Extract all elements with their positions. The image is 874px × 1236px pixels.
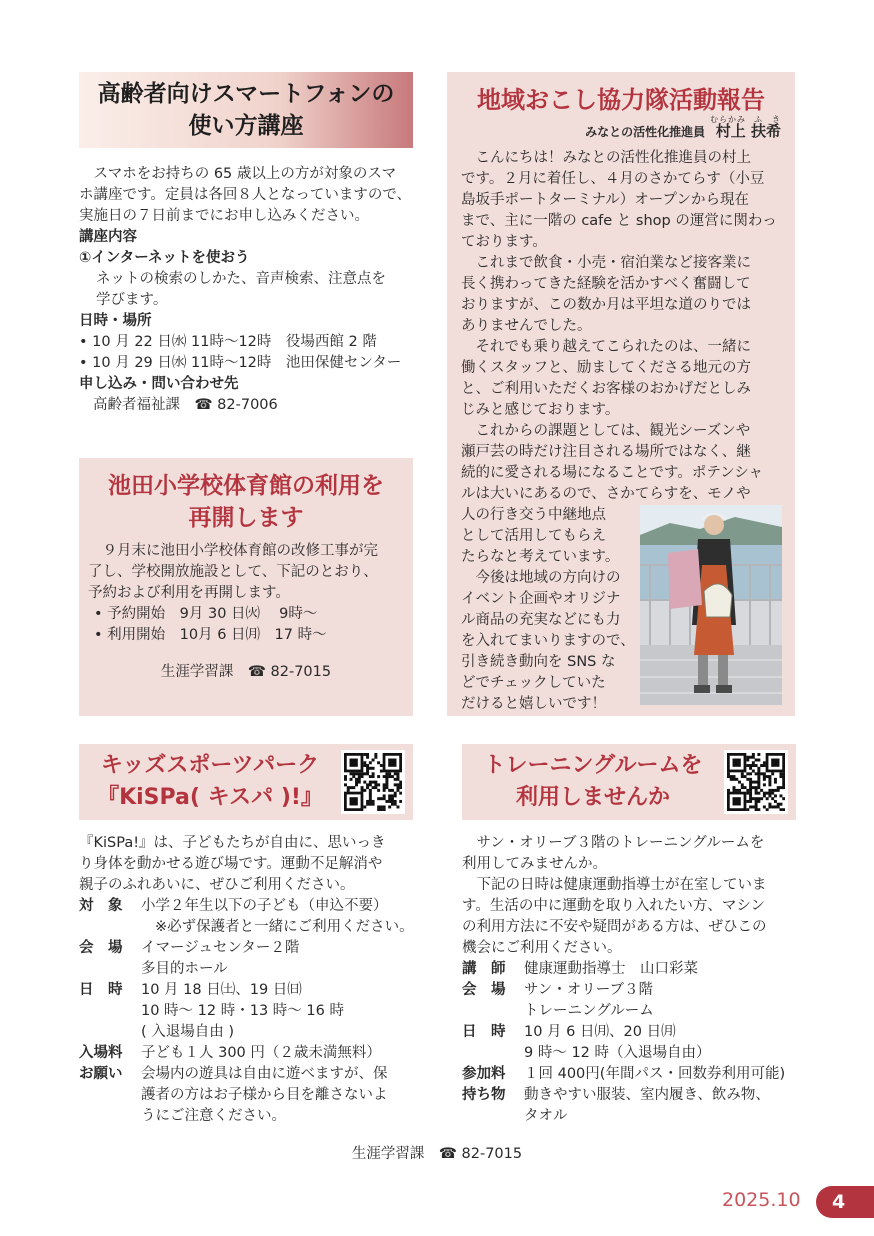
kids-info-row <box>79 896 419 938</box>
gym-item-1: • 予約開始 9月 30 日㈫ 9時〜 <box>94 606 318 622</box>
training-info-value: 健康運動指導士 山口彩菜 <box>524 961 698 977</box>
training-info-label: 日 時 <box>462 1024 506 1040</box>
kids-title-banner <box>79 744 413 820</box>
report-line-10: それでも乗り越えてこられたのは、一緒に <box>475 339 751 355</box>
kids-title-line2: 『KiSPa( キスパ )!』 <box>97 785 323 810</box>
byline-name: 村上 扶希 <box>715 122 781 140</box>
kids-qr-code[interactable] <box>341 750 405 814</box>
kids-info-value: ※必ず保護者と一緒にご利用ください。 <box>155 919 414 935</box>
kids-info-label: 入場料 <box>79 1045 123 1061</box>
training-section <box>462 833 802 1127</box>
kids-info-row <box>79 980 419 1043</box>
gym-title-line1: 池田小学校体育館の利用を <box>108 473 384 499</box>
course-date-1: • 10 月 22 日㈬ 11時〜12時 役場西館 2 階 <box>79 334 377 350</box>
date-place-label: 日時・場所 <box>79 313 152 329</box>
smartphone-section <box>79 164 419 416</box>
byline-ruby-2: ふ き <box>754 115 781 124</box>
report-narrow-line-7: を入れてまいりますので、 <box>461 633 635 649</box>
byline-ruby-1: むらかみ <box>710 115 746 124</box>
training-title-line2: 利用しませんか <box>515 785 670 810</box>
report-line-9: ありませんでした。 <box>461 318 592 334</box>
training-info-value: トレーニングルーム <box>524 1003 654 1019</box>
training-info-value: タオル <box>524 1108 568 1124</box>
kids-info-label: 日 時 <box>79 982 123 998</box>
smartphone-title-banner <box>79 72 413 148</box>
training-intro-5: の利用方法に不安や疑問がある方は、ぜひこの <box>462 919 767 935</box>
report-line-7: 長く携わってきた経験を活かすべく奮闘して <box>461 276 751 292</box>
training-intro-2: 利用してみませんか。 <box>462 856 607 872</box>
training-intro-3: 下記の日時は健康運動指導士が在室していま <box>476 877 767 893</box>
training-info-value: １回 400円(年間パス・回数券利用可能) <box>524 1066 786 1082</box>
gym-body-3: 予約および利用を再開します。 <box>88 585 290 601</box>
report-line-13: じみと感じております。 <box>461 402 620 418</box>
kids-info-value: 護者の方はお子様から目を離さないよ <box>141 1087 388 1103</box>
training-info-row <box>462 1085 802 1127</box>
report-line-14: これからの課題としては、観光シーズンや <box>475 423 751 439</box>
kids-intro-1: 『KiSPa!』は、子どもたちが自由に、思いっき <box>79 835 386 851</box>
kids-info-value: 10 時〜 12 時・13 時〜 16 時 <box>141 1003 344 1019</box>
report-line-12: と、ご利用いただくお客様のおかげだとしみ <box>461 381 751 397</box>
kids-section <box>79 833 419 1127</box>
report-narrow-line-1: 人の行き交う中継地点 <box>461 507 606 523</box>
report-narrow-line-3: たらなと考えています。 <box>461 549 620 565</box>
training-info-row <box>462 980 802 1022</box>
kids-info-value: イマージュセンター２階 <box>141 940 300 956</box>
kids-intro-3: 親子のふれあいに、ぜひご利用ください。 <box>79 877 355 893</box>
volunteer-photo <box>640 505 782 705</box>
report-narrow-line-6: ル商品の充実などにも力 <box>461 612 621 628</box>
training-info-label: 持ち物 <box>462 1087 506 1103</box>
course-content-label: 講座内容 <box>79 229 137 245</box>
report-line-8: おりますが、この数か月は平坦な道のりでは <box>461 297 751 313</box>
training-info-value: サン・オリーブ３階 <box>524 982 654 998</box>
page-date: 2025.10 <box>722 1189 801 1211</box>
training-title-line1: トレーニングルームを <box>483 753 703 778</box>
training-info-label: 講 師 <box>462 961 506 977</box>
course-date-2: • 10 月 29 日㈬ 11時〜12時 池田保健センター <box>79 355 402 371</box>
report-narrow-line-2: として活用してもらえ <box>461 528 606 544</box>
kids-info-value: 10 月 18 日㈯、19 日㈰ <box>141 982 302 998</box>
smartphone-intro-2: ホ講座です。定員は各回８人となっていますので、 <box>79 187 412 203</box>
gym-title-line2: 再開します <box>188 505 304 531</box>
training-info-row <box>462 1064 802 1085</box>
kids-info-value: 小学２年生以下の子ども（申込不要） <box>141 898 388 914</box>
report-line-2: です。２月に着任し、４月のさかてらす（小豆 <box>461 171 765 187</box>
kids-info-value: うにご注意ください。 <box>141 1108 286 1124</box>
report-title: 地域おこし協力隊活動報告 <box>477 86 765 114</box>
course-title: ①インターネットを使おう <box>79 250 250 266</box>
training-info-value: 9 時〜 12 時（入退場自由） <box>524 1045 711 1061</box>
kids-info-value: 会場内の遊具は自由に遊べますが、保 <box>141 1066 388 1082</box>
kids-intro-2: り身体を動かせる遊び場です。運動不足解消や <box>79 856 383 872</box>
report-narrow-line-9: どでチェックしていた <box>461 675 606 691</box>
kids-info-label: 対 象 <box>79 898 123 914</box>
report-line-3: 島坂手ポートターミナル）オープンから現在 <box>461 192 749 208</box>
report-line-15: 瀬戸芸の時だけ注目される場所ではなく、継 <box>461 444 751 460</box>
course-desc-1: ネットの検索のしかた、音声検索、注意点を <box>96 271 386 287</box>
contact-label: 申し込み・問い合わせ先 <box>79 376 239 392</box>
course-desc-2: 学びます。 <box>96 292 168 308</box>
kids-info-row <box>79 938 419 980</box>
report-narrow-line-4: 今後は地域の方向けの <box>475 570 621 586</box>
training-intro-4: す。生活の中に運動を取り入れたい方、マシン <box>462 898 765 914</box>
training-info-value: 10 月 6 日㈪、20 日㈪ <box>524 1024 676 1040</box>
training-info-row <box>462 1022 802 1064</box>
training-info-value: 動きやすい服装、室内履き、飲み物、 <box>524 1087 770 1103</box>
smartphone-title-line2: 使い方講座 <box>188 113 304 139</box>
report-line-17: ルは大いにあるので、さかてらすを、モノや <box>461 486 751 502</box>
gym-body-2: 了し、学校開放施設として、下記のとおり、 <box>88 564 378 580</box>
training-title-banner <box>462 744 796 820</box>
smartphone-contact: 高齢者福祉課 ☎ 82-7006 <box>93 397 278 413</box>
page-number-badge <box>816 1186 874 1218</box>
kids-info-value: ( 入退場自由 ) <box>141 1024 235 1040</box>
kids-title-line1: キッズスポーツパーク <box>100 753 320 778</box>
report-panel <box>447 72 795 716</box>
report-line-5: ております。 <box>461 234 547 250</box>
report-line-6: これまで飲食・小売・宿泊業など接客業に <box>475 255 751 271</box>
training-info-label: 会 場 <box>462 982 506 998</box>
training-info-row <box>462 959 802 980</box>
report-narrow-line-8: 引き続き動向を SNS な <box>461 654 616 670</box>
report-line-11: 働くスタッフと、励ましてくださる地元の方 <box>461 360 751 376</box>
report-line-16: 続的に愛される場になることです。ポテンシャ <box>461 465 763 481</box>
report-narrow-line-5: イベント企画やオリジナ <box>461 591 621 607</box>
smartphone-intro-3: 実施日の７日前までにお申し込みください。 <box>79 208 369 224</box>
gym-contact: 生涯学習課 ☎ 82-7015 <box>160 664 332 680</box>
training-qr-code[interactable] <box>724 750 788 814</box>
kids-info-value: 子ども１人 300 円（２歳未満無料） <box>141 1045 381 1061</box>
gym-body-1: ９月末に池田小学校体育館の改修工事が完 <box>102 543 378 559</box>
smartphone-intro-1: スマホをお持ちの 65 歳以上の方が対象のスマ <box>93 166 397 182</box>
page-number: 4 <box>832 1191 846 1213</box>
report-line-4: まで、主に一階の cafe と shop の運営に関わっ <box>461 213 777 229</box>
report-narrow-line-10: だけると嬉しいです！ <box>461 696 606 712</box>
kids-info-row <box>79 1064 419 1127</box>
kids-info-label: 会 場 <box>79 940 123 956</box>
kids-info-value: 多目的ホール <box>141 961 228 977</box>
smartphone-title-line1: 高齢者向けスマートフォンの <box>97 81 395 107</box>
training-intro-1: サン・オリーブ３階のトレーニングルームを <box>476 835 765 851</box>
gym-item-2: • 利用開始 10月 6 日㈪ 17 時〜 <box>94 627 327 643</box>
gym-panel <box>79 458 413 716</box>
byline-role: みなとの活性化推進員 <box>585 125 706 139</box>
footer-contact: 生涯学習課 ☎ 82-7015 <box>351 1146 523 1162</box>
kids-info-label: お願い <box>79 1066 123 1082</box>
report-line-1: こんにちは！みなとの活性化推進員の村上 <box>475 150 751 166</box>
kids-info-row <box>79 1043 419 1064</box>
training-intro-6: 機会にご利用ください。 <box>462 940 622 956</box>
training-info-label: 参加料 <box>462 1066 506 1082</box>
